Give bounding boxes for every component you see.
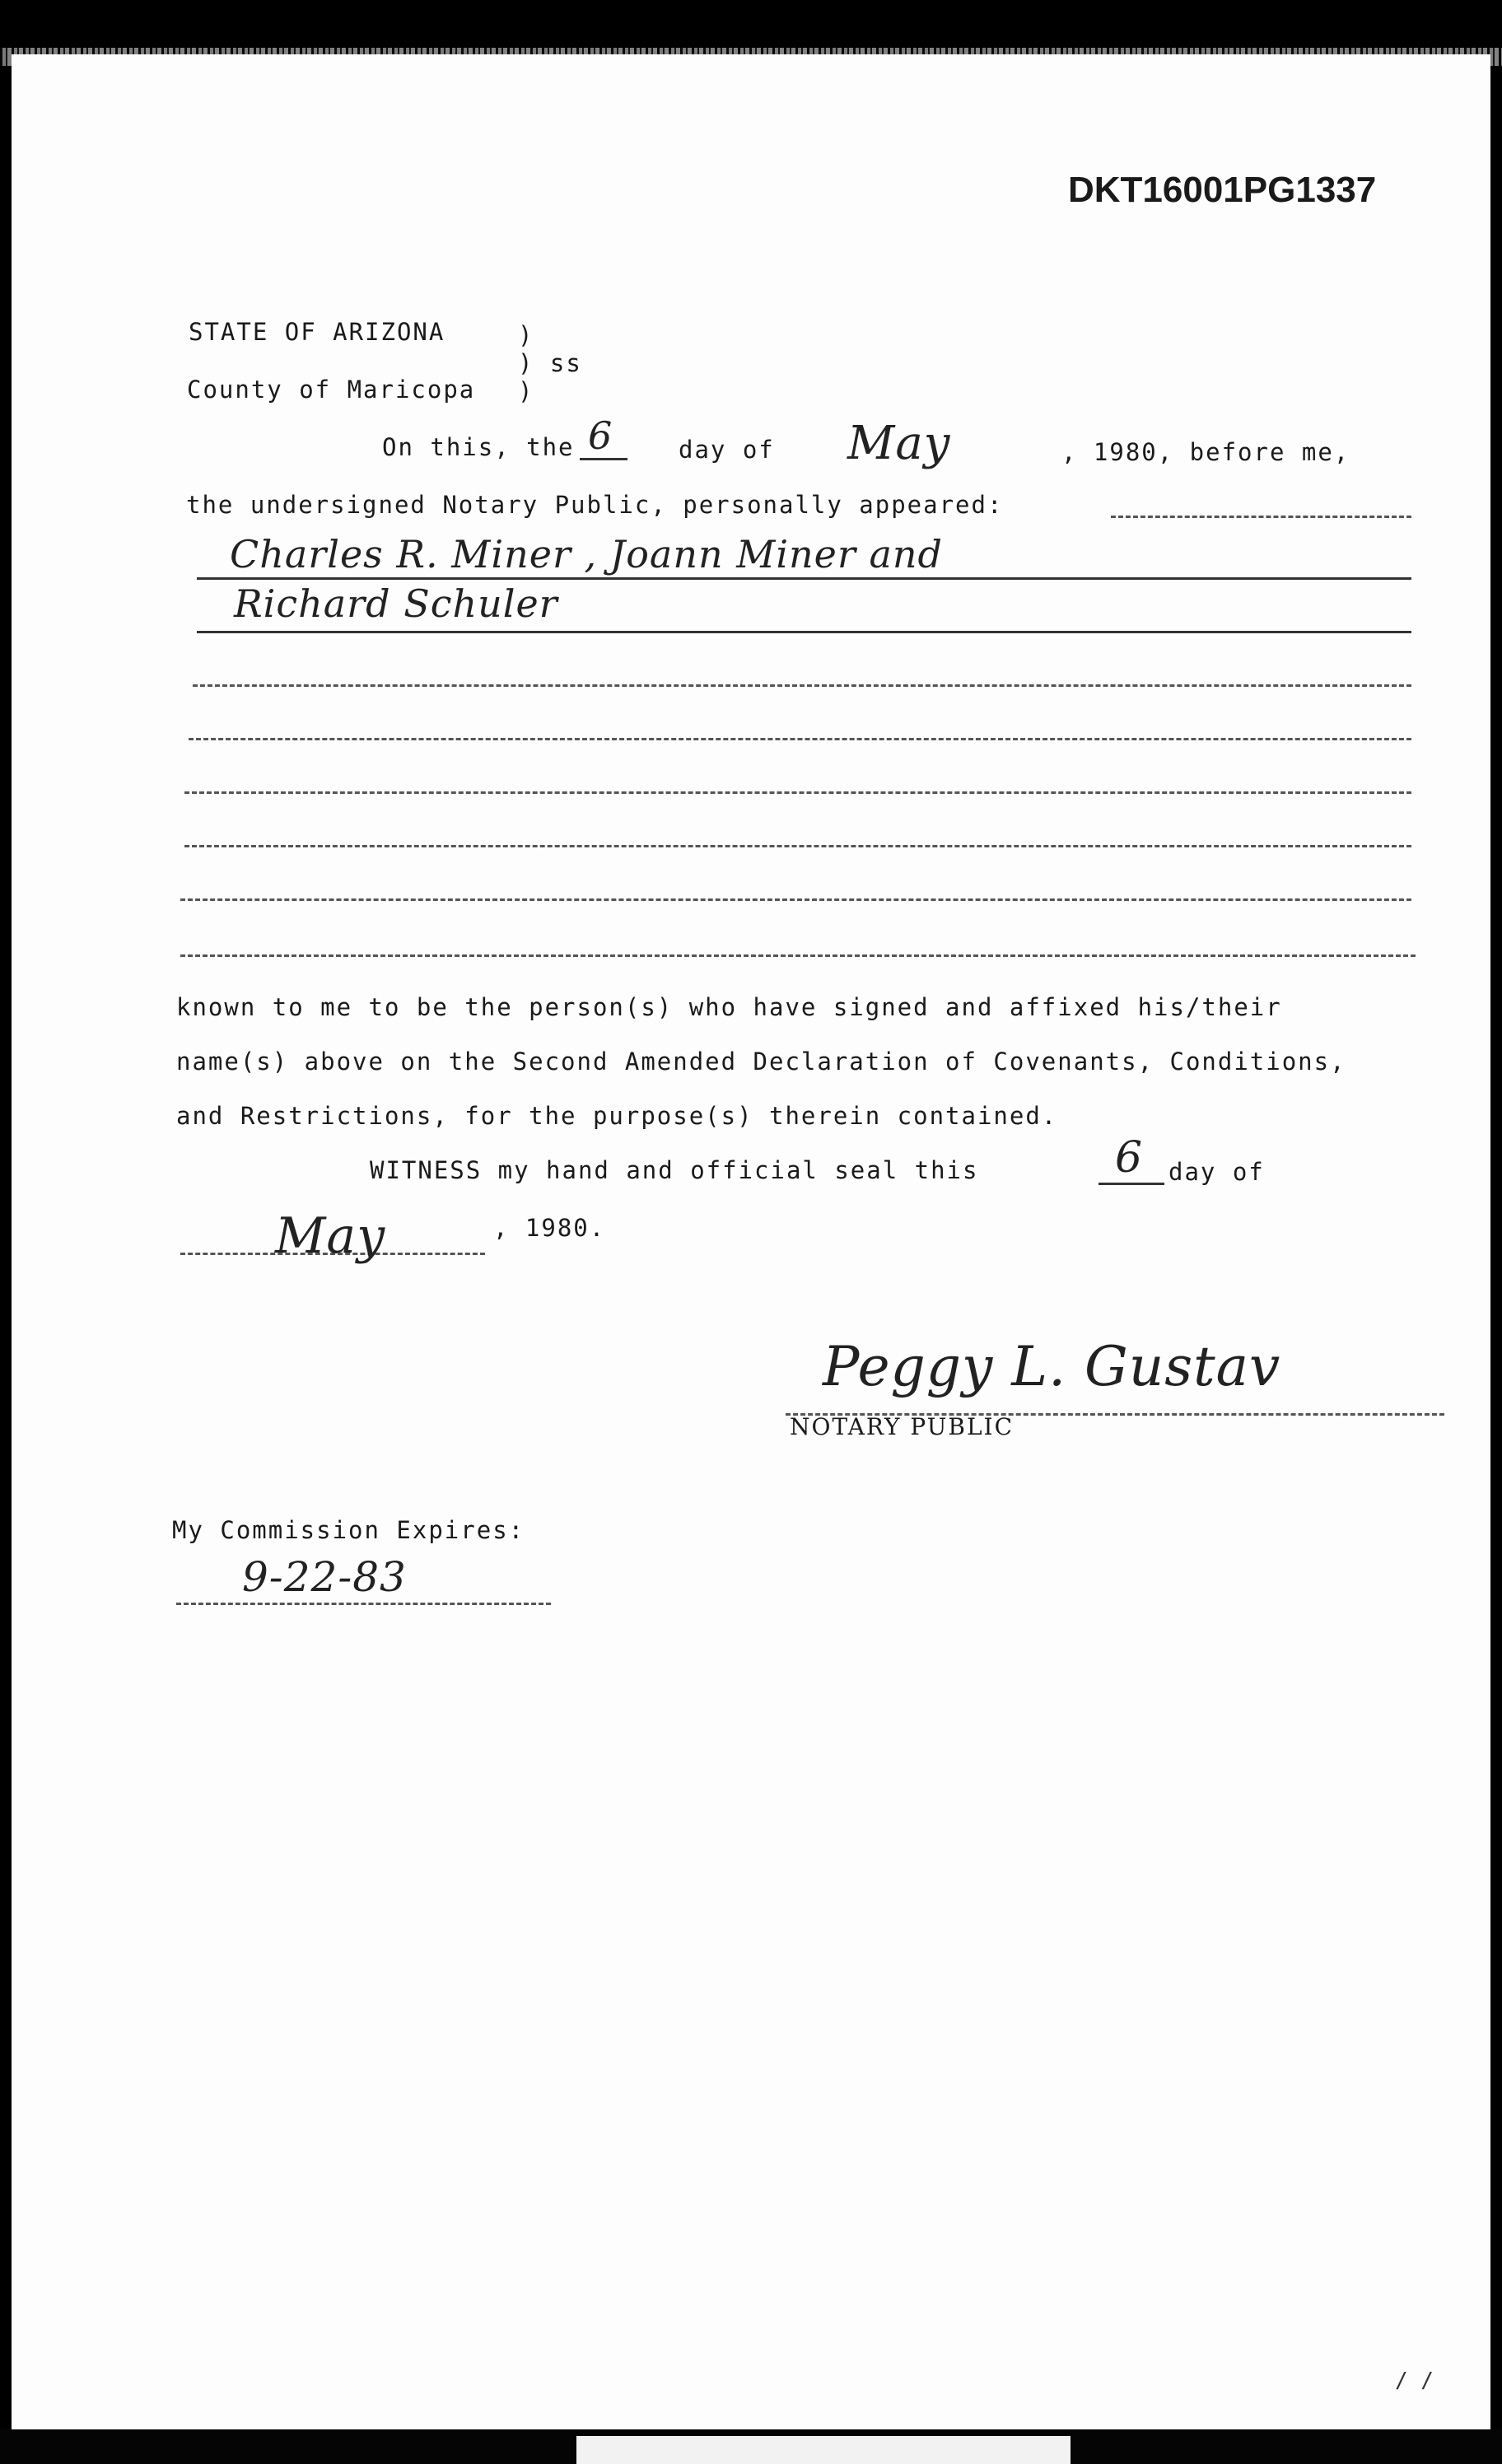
intro-month-handwritten: May [847,417,951,470]
commission-line [176,1603,551,1605]
blank-line-8 [180,954,1416,957]
venue-paren-1: ) [518,321,534,349]
appeared-line-0 [1111,516,1411,518]
commission-date-handwritten: 9-22-83 [242,1553,407,1601]
appeared-line-1 [197,577,1411,580]
intro-day-handwritten: 6 [588,413,613,458]
venue-state: STATE OF ARIZONA [189,318,445,346]
blank-line-4 [189,738,1411,740]
blank-line-7 [180,898,1411,901]
venue-paren-ss: ) ss [518,349,582,377]
witness-month-handwritten: May [275,1207,386,1265]
blank-line-6 [184,845,1411,847]
body-line-1: known to me to be the person(s) who have signed and affixed his/their [176,993,1282,1021]
blank-line-5 [184,791,1411,794]
venue-paren-3: ) [518,377,534,405]
notary-signature: Peggy L. Gustav [823,1335,1281,1398]
venue-county: County of Maricopa [187,376,476,404]
witness-year: , 1980. [493,1214,606,1242]
blank-line-3 [193,684,1411,687]
appeared-name-line1: Charles R. Miner , Joann Miner and [230,532,943,576]
intro-day-line [580,458,627,460]
body-line-2: name(s) above on the Second Amended Declaration of Covenants, Conditions, [176,1048,1346,1076]
scan-bottom-label [576,2436,1071,2464]
corner-mark: / / [1395,2368,1434,2393]
intro-appeared: the undersigned Notary Public, personally appeared: [186,491,1004,519]
witness-day-handwritten: 6 [1115,1133,1144,1183]
body-line-3: and Restrictions, for the purpose(s) therein contained. [176,1102,1058,1130]
witness-day-of: day of [1168,1158,1265,1186]
appeared-name-line2: Richard Schuler [234,581,558,626]
intro-day-of: day of [679,436,775,464]
commission-label: My Commission Expires: [172,1516,525,1544]
intro-on-this: On this, the [382,433,575,461]
notary-public-label: NOTARY PUBLIC [790,1413,1015,1440]
appeared-line-2 [197,631,1411,633]
docket-number: DKT16001PG1337 [1068,170,1377,210]
intro-year-before-me: , 1980, before me, [1061,438,1350,466]
document-page [12,54,1490,2449]
witness-text: WITNESS my hand and official seal this [370,1156,979,1184]
witness-day-line [1099,1183,1164,1185]
